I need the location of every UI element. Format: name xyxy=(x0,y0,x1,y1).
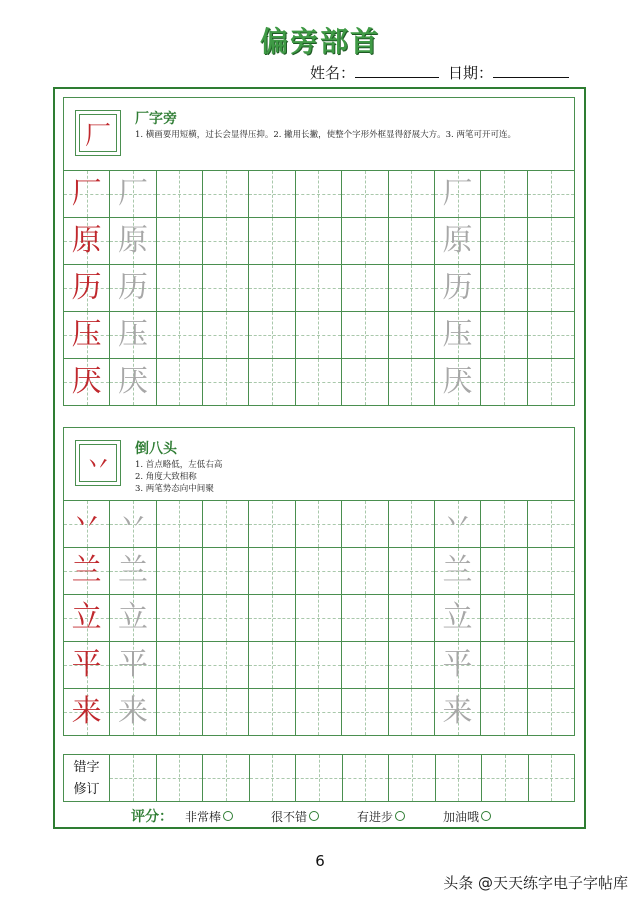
practice-cell[interactable] xyxy=(64,595,110,641)
correction-cell[interactable] xyxy=(203,755,250,801)
practice-cell[interactable] xyxy=(157,642,203,688)
practice-cell[interactable] xyxy=(296,595,342,641)
radio-circle-icon[interactable] xyxy=(395,811,405,821)
practice-cell[interactable] xyxy=(64,689,110,735)
trace-character: 厂 xyxy=(442,176,473,211)
sample-character: 立 xyxy=(71,600,102,635)
practice-cell[interactable] xyxy=(296,642,342,688)
practice-cell[interactable] xyxy=(64,171,110,217)
practice-cell[interactable] xyxy=(481,689,527,735)
practice-cell[interactable] xyxy=(528,218,574,264)
trace-character: 立 xyxy=(118,600,149,635)
practice-cell[interactable] xyxy=(435,548,481,594)
practice-cell[interactable] xyxy=(528,265,574,311)
sample-character: 平 xyxy=(71,647,102,682)
practice-cell[interactable] xyxy=(435,171,481,217)
trace-character: 厂 xyxy=(118,176,149,211)
name-field xyxy=(310,62,439,83)
section-1-grid xyxy=(64,171,574,405)
practice-row xyxy=(64,265,574,312)
practice-cell[interactable] xyxy=(342,642,388,688)
practice-cell[interactable] xyxy=(249,501,295,547)
trace-character: 历 xyxy=(118,270,149,305)
correction-cell[interactable] xyxy=(529,755,575,801)
practice-cell[interactable] xyxy=(389,359,435,405)
practice-cell[interactable] xyxy=(203,171,249,217)
practice-cell[interactable] xyxy=(249,265,295,311)
sample-character: 来 xyxy=(71,694,102,729)
practice-cell[interactable] xyxy=(342,501,388,547)
practice-cell[interactable] xyxy=(64,312,110,358)
radio-circle-icon[interactable] xyxy=(481,811,491,821)
practice-cell[interactable] xyxy=(296,218,342,264)
practice-cell[interactable] xyxy=(481,501,527,547)
name-label: 姓名： xyxy=(310,64,356,82)
practice-cell[interactable] xyxy=(481,312,527,358)
correction-cell[interactable] xyxy=(157,755,204,801)
correction-cell[interactable] xyxy=(436,755,483,801)
practice-cell[interactable] xyxy=(528,501,574,547)
trace-character: 平 xyxy=(118,647,149,682)
practice-cell[interactable] xyxy=(389,689,435,735)
sample-character: 压 xyxy=(71,317,102,352)
section-1-radical-box xyxy=(75,110,121,156)
practice-cell[interactable] xyxy=(296,689,342,735)
sample-character: 厂 xyxy=(71,176,102,211)
practice-cell[interactable] xyxy=(110,171,156,217)
section-1-description: 1. 横画要用短横，过长会显得压抑。2. 撇用长撇，使整个字形外框显得舒展大方。3. 两笔可开可连。 xyxy=(135,130,516,140)
trace-character: 丷 xyxy=(118,506,149,541)
rating-bar xyxy=(131,806,529,826)
practice-cell[interactable] xyxy=(203,265,249,311)
correction-label-line: 修订 xyxy=(73,782,100,797)
practice-cell[interactable] xyxy=(528,642,574,688)
practice-cell[interactable] xyxy=(157,218,203,264)
trace-character: 历 xyxy=(442,270,473,305)
practice-row xyxy=(64,595,574,642)
rating-option[interactable]: 加油哦 xyxy=(443,808,491,825)
correction-label xyxy=(64,755,110,801)
sample-character: 历 xyxy=(71,270,102,305)
section-1-header xyxy=(64,98,574,171)
practice-cell[interactable] xyxy=(249,359,295,405)
practice-cell[interactable] xyxy=(157,595,203,641)
practice-cell[interactable] xyxy=(435,689,481,735)
section-2-header xyxy=(64,428,574,501)
practice-row xyxy=(64,642,574,689)
practice-cell[interactable] xyxy=(157,501,203,547)
rating-option[interactable]: 有进步 xyxy=(357,808,405,825)
trace-character: 压 xyxy=(442,317,473,352)
practice-cell[interactable] xyxy=(435,595,481,641)
section-1-name: 厂字旁 xyxy=(135,111,177,127)
sample-character: 原 xyxy=(71,223,102,258)
sample-character: 丷 xyxy=(71,506,102,541)
practice-cell[interactable] xyxy=(249,218,295,264)
correction-cell[interactable] xyxy=(343,755,390,801)
section-1-radical: 厂 xyxy=(79,114,117,152)
section-2-radical-box xyxy=(75,440,121,486)
practice-cell[interactable] xyxy=(203,642,249,688)
trace-character: 兰 xyxy=(118,553,149,588)
practice-cell[interactable] xyxy=(157,548,203,594)
section-2-description xyxy=(135,459,564,495)
trace-character: 厌 xyxy=(118,364,149,399)
practice-cell[interactable] xyxy=(342,359,388,405)
practice-cell[interactable] xyxy=(64,501,110,547)
practice-cell[interactable] xyxy=(481,218,527,264)
watermark: 头条 @天天练字电子字帖库 xyxy=(443,874,628,892)
practice-cell[interactable] xyxy=(110,312,156,358)
trace-character: 平 xyxy=(442,647,473,682)
rating-label: 评分： xyxy=(131,809,173,825)
practice-cell[interactable] xyxy=(435,265,481,311)
practice-cell[interactable] xyxy=(435,642,481,688)
practice-cell[interactable] xyxy=(435,312,481,358)
practice-cell[interactable] xyxy=(296,548,342,594)
practice-cell[interactable] xyxy=(249,689,295,735)
practice-cell[interactable] xyxy=(203,359,249,405)
trace-character: 原 xyxy=(442,223,473,258)
practice-cell[interactable] xyxy=(110,218,156,264)
practice-cell[interactable] xyxy=(389,312,435,358)
practice-cell[interactable] xyxy=(481,265,527,311)
radio-circle-icon[interactable] xyxy=(223,811,233,821)
practice-cell[interactable] xyxy=(389,595,435,641)
practice-cell[interactable] xyxy=(389,218,435,264)
practice-cell[interactable] xyxy=(435,218,481,264)
rating-option[interactable]: 很不错 xyxy=(271,808,319,825)
trace-character: 立 xyxy=(442,600,473,635)
practice-cell[interactable] xyxy=(342,689,388,735)
practice-row xyxy=(64,689,574,735)
trace-character: 来 xyxy=(442,694,473,729)
rating-option[interactable]: 非常棒 xyxy=(185,808,233,825)
correction-cells xyxy=(110,755,574,801)
practice-cell[interactable] xyxy=(528,171,574,217)
correction-label-line: 错字 xyxy=(73,760,100,775)
section-2-description-line: 1. 首点略低，左低右高 xyxy=(135,460,223,470)
practice-cell[interactable] xyxy=(249,312,295,358)
practice-cell[interactable] xyxy=(481,171,527,217)
section-2-radical: 丷 xyxy=(79,444,117,482)
practice-cell[interactable] xyxy=(389,548,435,594)
section-1-panel xyxy=(63,97,575,406)
practice-cell[interactable] xyxy=(203,689,249,735)
trace-character: 来 xyxy=(118,694,149,729)
radio-circle-icon[interactable] xyxy=(309,811,319,821)
practice-cell[interactable] xyxy=(342,171,388,217)
practice-cell[interactable] xyxy=(203,501,249,547)
trace-character: 厌 xyxy=(442,364,473,399)
practice-cell[interactable] xyxy=(157,265,203,311)
practice-cell[interactable] xyxy=(110,548,156,594)
practice-cell[interactable] xyxy=(249,595,295,641)
practice-cell[interactable] xyxy=(296,265,342,311)
trace-character: 丷 xyxy=(442,506,473,541)
trace-character: 原 xyxy=(118,223,149,258)
sample-character: 兰 xyxy=(71,553,102,588)
page-title: 偏旁部首 xyxy=(259,25,380,58)
practice-row xyxy=(64,548,574,595)
practice-cell[interactable] xyxy=(110,501,156,547)
section-2-panel xyxy=(63,427,575,736)
practice-cell[interactable] xyxy=(481,359,527,405)
practice-row xyxy=(64,312,574,359)
date-label: 日期： xyxy=(448,64,494,82)
name-line[interactable] xyxy=(355,63,439,78)
section-2-grid xyxy=(64,501,574,735)
practice-cell[interactable] xyxy=(481,642,527,688)
practice-cell[interactable] xyxy=(435,359,481,405)
practice-cell[interactable] xyxy=(389,265,435,311)
practice-cell[interactable] xyxy=(389,642,435,688)
practice-cell[interactable] xyxy=(342,218,388,264)
practice-cell[interactable] xyxy=(203,548,249,594)
practice-cell[interactable] xyxy=(110,642,156,688)
practice-cell[interactable] xyxy=(528,359,574,405)
practice-row xyxy=(64,218,574,265)
practice-cell[interactable] xyxy=(64,359,110,405)
practice-cell[interactable] xyxy=(528,595,574,641)
practice-cell[interactable] xyxy=(296,171,342,217)
practice-row xyxy=(64,501,574,548)
practice-cell[interactable] xyxy=(249,171,295,217)
practice-cell[interactable] xyxy=(296,312,342,358)
practice-row xyxy=(64,171,574,218)
practice-cell[interactable] xyxy=(249,548,295,594)
practice-cell[interactable] xyxy=(342,548,388,594)
correction-cell[interactable] xyxy=(250,755,297,801)
practice-cell[interactable] xyxy=(110,689,156,735)
practice-cell[interactable] xyxy=(110,595,156,641)
correction-cell[interactable] xyxy=(389,755,436,801)
page-number: 6 xyxy=(315,852,325,870)
practice-cell[interactable] xyxy=(203,312,249,358)
practice-cell[interactable] xyxy=(528,689,574,735)
practice-cell[interactable] xyxy=(157,171,203,217)
practice-row xyxy=(64,359,574,405)
practice-cell[interactable] xyxy=(157,312,203,358)
practice-cell[interactable] xyxy=(110,265,156,311)
correction-cell[interactable] xyxy=(296,755,343,801)
date-line[interactable] xyxy=(493,63,569,78)
trace-character: 兰 xyxy=(442,553,473,588)
practice-cell[interactable] xyxy=(64,265,110,311)
correction-cell[interactable] xyxy=(482,755,529,801)
section-2-name: 倒八头 xyxy=(135,441,177,457)
correction-area xyxy=(63,754,575,802)
practice-cell[interactable] xyxy=(435,501,481,547)
practice-cell[interactable] xyxy=(296,359,342,405)
date-field xyxy=(448,62,569,83)
practice-cell[interactable] xyxy=(296,501,342,547)
correction-cell[interactable] xyxy=(110,755,157,801)
practice-cell[interactable] xyxy=(249,642,295,688)
practice-cell[interactable] xyxy=(203,595,249,641)
trace-character: 压 xyxy=(118,317,149,352)
sample-character: 厌 xyxy=(71,364,102,399)
practice-cell[interactable] xyxy=(342,312,388,358)
practice-cell[interactable] xyxy=(342,265,388,311)
practice-cell[interactable] xyxy=(110,359,156,405)
practice-cell[interactable] xyxy=(157,359,203,405)
practice-cell[interactable] xyxy=(481,548,527,594)
practice-cell[interactable] xyxy=(64,218,110,264)
practice-cell[interactable] xyxy=(481,595,527,641)
practice-cell[interactable] xyxy=(203,218,249,264)
practice-cell[interactable] xyxy=(64,642,110,688)
practice-cell[interactable] xyxy=(342,595,388,641)
section-2-description-line: 2. 角度大致相称 xyxy=(135,472,197,482)
section-2-description-line: 3. 两笔势态向中间聚 xyxy=(135,484,214,494)
practice-cell[interactable] xyxy=(64,548,110,594)
practice-cell[interactable] xyxy=(157,689,203,735)
practice-cell[interactable] xyxy=(389,501,435,547)
practice-cell[interactable] xyxy=(389,171,435,217)
practice-cell[interactable] xyxy=(528,548,574,594)
practice-cell[interactable] xyxy=(528,312,574,358)
